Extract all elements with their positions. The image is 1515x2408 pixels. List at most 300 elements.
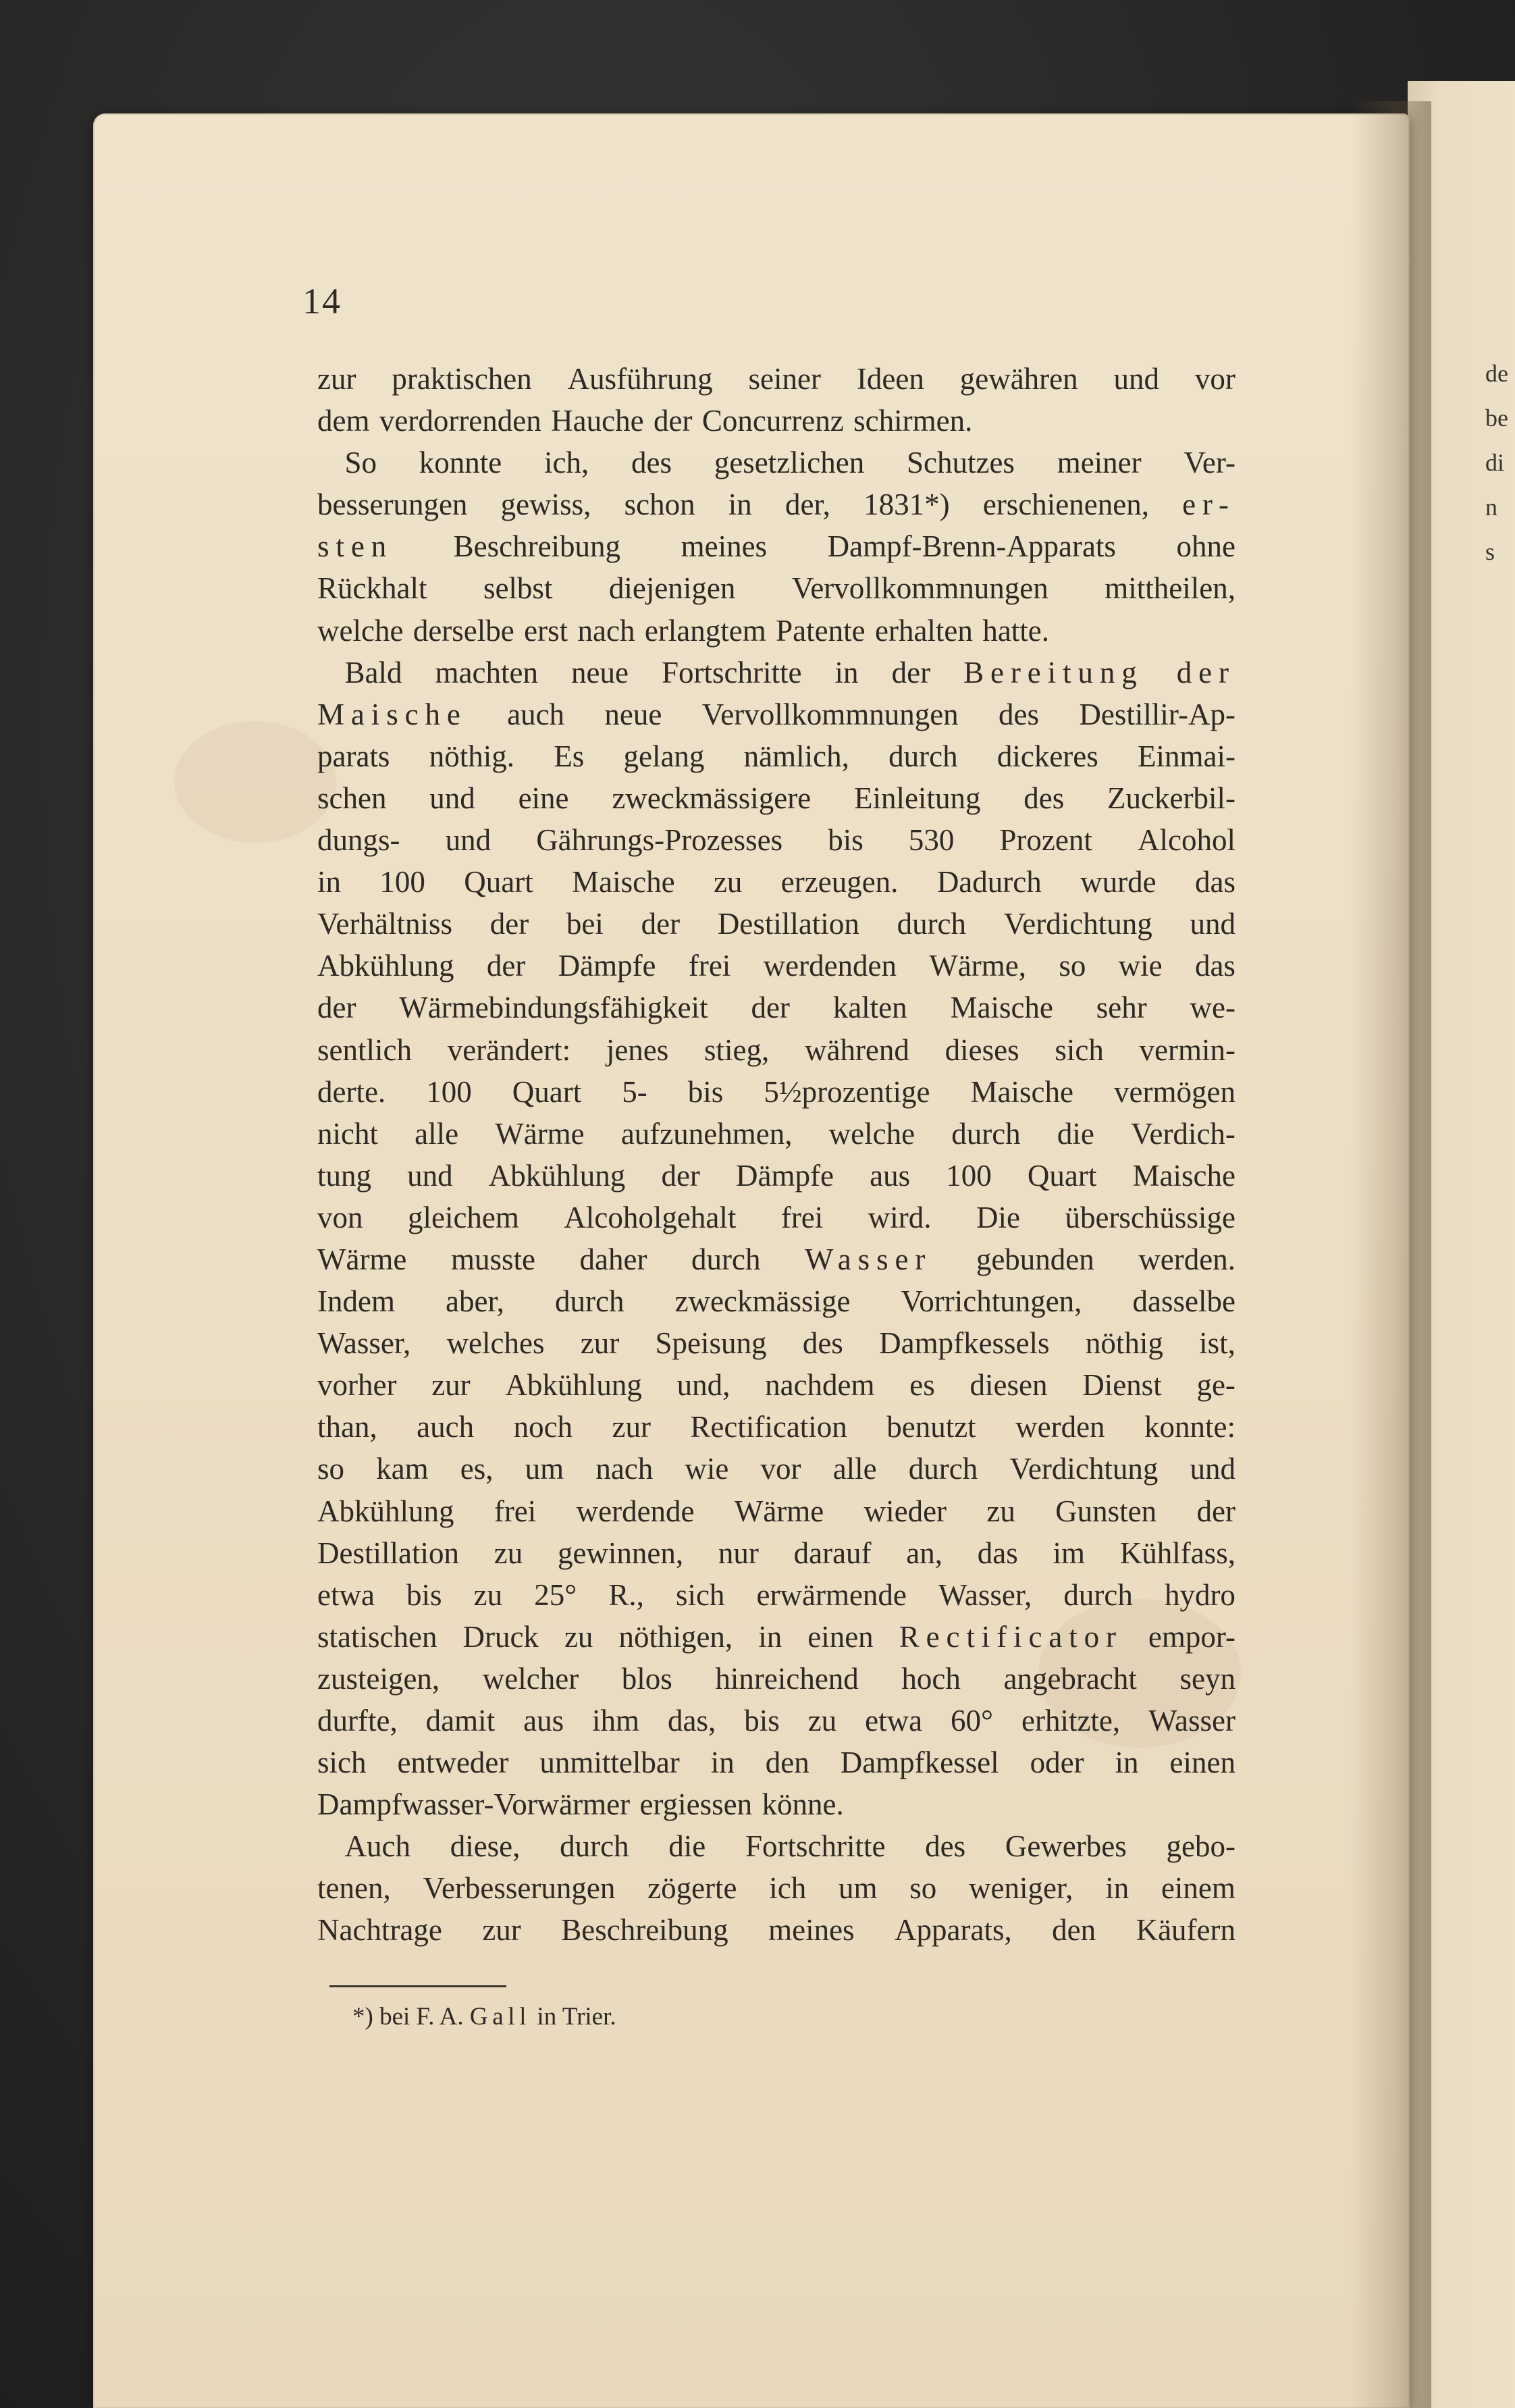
footnote-name: Gall <box>469 2003 531 2031</box>
text-line <box>317 1616 1235 1658</box>
word: durch <box>897 907 967 941</box>
word: von <box>317 1200 363 1234</box>
word: werden <box>1015 1410 1105 1444</box>
word: empor- <box>1148 1619 1235 1654</box>
text-line <box>317 1406 1235 1448</box>
word: etwa <box>865 1704 923 1737</box>
word: kalten <box>832 991 907 1025</box>
word: nämlich, <box>743 739 849 773</box>
text-line <box>317 1909 1235 1951</box>
word: unmittelbar <box>539 1746 680 1780</box>
word: Beschreibung <box>453 529 621 564</box>
word: zu <box>564 1619 593 1654</box>
word: vermögen <box>1114 1074 1235 1109</box>
word: verändert: <box>447 1032 571 1067</box>
word: etwa <box>317 1577 375 1612</box>
word: Abkühlung <box>505 1368 642 1403</box>
word: die <box>668 1829 706 1864</box>
word: in <box>728 488 752 522</box>
word: 100 <box>379 865 425 899</box>
adjacent-fragment: de <box>1485 360 1508 387</box>
word: 25° <box>534 1577 577 1612</box>
word: aus <box>870 1158 911 1193</box>
word: Dämpfe <box>558 949 656 983</box>
word: in <box>1115 1746 1139 1780</box>
word: der <box>486 949 526 983</box>
word: erst <box>524 613 568 648</box>
word: welche <box>828 1116 915 1151</box>
word: Fortschritte <box>662 655 802 689</box>
word: der <box>317 991 356 1025</box>
word: diese, <box>450 1829 521 1864</box>
word: Fortschritte <box>745 1829 886 1864</box>
word: bis <box>687 1074 724 1109</box>
word: Dienst <box>1082 1368 1162 1403</box>
word: Dampfkessels <box>879 1326 1050 1361</box>
word: zur <box>580 1326 620 1361</box>
word: zur <box>482 1913 521 1947</box>
word: der <box>661 1158 700 1193</box>
word: zögerte <box>647 1871 737 1906</box>
word: Wasser <box>805 1242 932 1276</box>
word: than, <box>317 1410 377 1444</box>
word: in <box>1105 1871 1129 1906</box>
word: Kühlfass, <box>1119 1536 1235 1570</box>
text-line <box>317 1700 1235 1742</box>
text-line <box>317 525 1235 567</box>
word: den <box>1052 1913 1096 1947</box>
text-line <box>317 1364 1235 1406</box>
text-line <box>317 442 1235 483</box>
word: blos <box>621 1661 672 1696</box>
word: Verbesserungen <box>423 1871 616 1906</box>
word: aufzunehmen, <box>620 1116 793 1151</box>
word: durch <box>560 1829 629 1864</box>
word: Maische <box>1132 1158 1235 1193</box>
word: noch <box>513 1410 573 1444</box>
word: Dampfwasser-Vorwärmer <box>317 1787 631 1822</box>
word: vor <box>1194 362 1235 396</box>
word: bis <box>406 1577 442 1612</box>
word: der <box>891 655 931 689</box>
word: Einleitung <box>853 781 981 815</box>
word: seyn <box>1179 1661 1235 1696</box>
word: zur <box>612 1410 651 1444</box>
word: Bald <box>344 655 402 689</box>
word: im <box>1053 1536 1085 1570</box>
word: des <box>999 697 1040 731</box>
word: Patente <box>776 613 866 648</box>
word: Wasser, <box>938 1577 1032 1612</box>
word: zu <box>807 1704 837 1737</box>
text-line <box>317 1825 1235 1867</box>
word: Wärme, <box>929 949 1026 983</box>
word: welcher <box>482 1661 579 1696</box>
word: Vervollkommnungen <box>791 571 1048 606</box>
word: zweckmässige <box>674 1284 851 1319</box>
word: gesetzlichen <box>714 446 865 480</box>
word: schen <box>317 781 387 815</box>
word: Ver- <box>1184 446 1235 480</box>
word: in <box>758 1619 782 1654</box>
word: welche <box>317 613 404 648</box>
word: und <box>1190 1452 1235 1486</box>
text-line <box>317 610 1235 652</box>
word: einen <box>807 1619 874 1654</box>
word: besserungen <box>317 488 468 522</box>
word: es, <box>460 1452 494 1486</box>
word: weniger, <box>969 1871 1073 1906</box>
word: werdenden <box>763 949 897 983</box>
word: bei <box>566 907 604 941</box>
page-number: 14 <box>302 281 342 321</box>
text-line <box>317 567 1235 609</box>
word: ohne <box>1176 529 1235 564</box>
body-text <box>317 358 1235 1952</box>
word: Dampf-Brenn-Apparats <box>827 529 1116 564</box>
word: Apparats, <box>895 1913 1012 1947</box>
word: zusteigen, <box>317 1661 440 1696</box>
word: Nachtrage <box>317 1913 442 1947</box>
word: sentlich <box>317 1032 412 1067</box>
word: zu <box>494 1536 523 1570</box>
text-line <box>317 652 1235 693</box>
word: durch <box>951 1116 1021 1151</box>
word: nöthig. <box>429 739 514 773</box>
footnote <box>352 2002 616 2031</box>
word: hatte. <box>982 613 1050 648</box>
text-line <box>317 1574 1235 1616</box>
word: musste <box>450 1242 535 1276</box>
text-line <box>317 945 1235 987</box>
word: nach <box>595 1452 654 1486</box>
word: Rectificator <box>899 1619 1123 1654</box>
word: frei <box>494 1494 537 1528</box>
word: wurde <box>1080 865 1157 899</box>
word: nöthig <box>1085 1326 1163 1361</box>
word: dem <box>317 404 370 438</box>
word: sich <box>675 1577 725 1612</box>
word: derte. <box>317 1074 386 1109</box>
text-line <box>317 1113 1235 1155</box>
word: nöthigen, <box>618 1619 733 1654</box>
footnote-rule <box>329 1985 506 1987</box>
word: durfte, <box>317 1704 398 1737</box>
word: wie <box>685 1452 729 1486</box>
word: erlangtem <box>644 613 766 648</box>
word: Dämpfe <box>736 1158 834 1193</box>
text-line <box>317 1448 1235 1490</box>
word: zur <box>431 1368 471 1403</box>
word: zu <box>713 865 743 899</box>
word: so <box>909 1871 937 1906</box>
word: gelang <box>623 739 705 773</box>
text-line <box>317 1658 1235 1700</box>
word: Dadurch <box>936 865 1042 899</box>
word: Ausführung <box>567 362 713 396</box>
word: bis <box>828 823 863 858</box>
word: Indem <box>317 1284 395 1319</box>
word: nach <box>577 613 635 648</box>
word: um <box>839 1871 878 1906</box>
word: damit <box>425 1704 496 1737</box>
word: auch <box>417 1410 475 1444</box>
word: tenen, <box>317 1871 391 1906</box>
word: könne. <box>762 1787 844 1822</box>
text-line <box>317 1490 1235 1532</box>
word: und <box>429 781 475 815</box>
footnote-marker: *) <box>352 2003 373 2031</box>
word: R., <box>608 1577 644 1612</box>
word: Beschreibung <box>561 1913 728 1947</box>
word: einem <box>1161 1871 1235 1906</box>
word: nur <box>718 1536 759 1570</box>
word: und <box>1113 362 1160 396</box>
word: zu <box>473 1577 503 1612</box>
word: hydro <box>1164 1577 1235 1612</box>
word: gebo- <box>1166 1829 1235 1864</box>
word: tung <box>317 1158 372 1193</box>
text-line <box>317 1155 1235 1197</box>
word: Speisung <box>655 1326 767 1361</box>
word: selbst <box>483 571 553 606</box>
word: ergiessen <box>639 1787 753 1822</box>
word: wie <box>1118 949 1163 983</box>
word: nachdem <box>765 1368 875 1403</box>
word: den <box>765 1746 809 1780</box>
word: konnte <box>419 446 502 480</box>
word: Abkühlung <box>488 1158 626 1193</box>
word: entweder <box>397 1746 509 1780</box>
word: erschienenen, <box>982 488 1149 522</box>
word: an, <box>906 1536 942 1570</box>
word: parats <box>317 739 390 773</box>
word: ich, <box>544 446 589 480</box>
word: aber, <box>446 1284 504 1319</box>
word: benutzt <box>886 1410 976 1444</box>
word: dungs- <box>317 823 400 858</box>
text-line <box>317 693 1235 735</box>
word: kam <box>376 1452 429 1486</box>
word: mittheilen, <box>1105 571 1235 606</box>
word: des <box>802 1326 843 1361</box>
word: Quart <box>464 865 533 899</box>
word: durch <box>555 1284 624 1319</box>
word: durch <box>1063 1577 1133 1612</box>
word: erhalten <box>875 613 973 648</box>
word: Destillation <box>717 907 859 941</box>
word: des <box>631 446 672 480</box>
word: der <box>1176 655 1235 689</box>
text-line <box>317 1742 1235 1783</box>
word: Wasser, <box>317 1326 411 1361</box>
word: Hauche <box>551 404 644 438</box>
word: Gunsten <box>1055 1494 1157 1528</box>
word: durch <box>908 1452 978 1486</box>
word: der <box>751 991 790 1025</box>
word: konnte: <box>1144 1410 1235 1444</box>
word: bis <box>744 1704 780 1737</box>
text-line <box>317 1322 1235 1364</box>
word: erhitzte, <box>1021 1704 1121 1737</box>
word: Gewerbes <box>1005 1829 1127 1864</box>
word: hinreichend <box>715 1661 859 1696</box>
word: 1831*) <box>863 488 950 522</box>
word: 530 <box>908 823 955 858</box>
word: Maische <box>950 991 1053 1025</box>
adjacent-page-text <box>1485 351 1515 574</box>
word: Käufern <box>1136 1913 1235 1947</box>
word: des <box>925 1829 966 1864</box>
word: Abkühlung <box>317 1494 454 1528</box>
word: daher <box>579 1242 647 1276</box>
paper-stain <box>174 721 336 843</box>
word: erwärmende <box>756 1577 907 1612</box>
word: wieder <box>863 1494 947 1528</box>
word: frei <box>688 949 731 983</box>
word: eine <box>518 781 569 815</box>
word: Bereitung <box>963 655 1144 689</box>
text-line <box>317 1532 1235 1574</box>
word: gebunden <box>976 1242 1094 1276</box>
adjacent-fragment: be <box>1485 404 1508 431</box>
word: Wärme <box>317 1242 407 1276</box>
word: Die <box>976 1200 1020 1234</box>
word: Rectification <box>690 1410 847 1444</box>
text-line <box>317 483 1235 525</box>
word: we- <box>1190 991 1235 1025</box>
word: sich <box>1055 1032 1104 1067</box>
word: zur <box>317 362 356 396</box>
word: Verdichtung <box>1009 1452 1159 1486</box>
word: machten <box>435 655 538 689</box>
word: Destillation <box>317 1536 459 1570</box>
word: meines <box>681 529 768 564</box>
word: der <box>489 907 529 941</box>
word: derselbe <box>413 613 514 648</box>
text-line <box>317 358 1235 400</box>
word: vorher <box>317 1368 397 1403</box>
word: gewiss, <box>500 488 591 522</box>
word: Quart <box>512 1074 582 1109</box>
word: schon <box>624 488 695 522</box>
word: so <box>1059 949 1086 983</box>
word: welches <box>446 1326 545 1361</box>
word: durch <box>888 739 958 773</box>
adjacent-fragment: s <box>1485 538 1495 565</box>
adjacent-fragment: n <box>1485 494 1497 521</box>
footnote-suffix: in Trier. <box>537 2003 616 2031</box>
text-line <box>317 1071 1235 1113</box>
word: der <box>1196 1494 1235 1528</box>
word: stieg, <box>704 1032 770 1067</box>
word: in <box>317 865 342 899</box>
word: Verhältniss <box>317 907 452 941</box>
word: die <box>1057 1116 1094 1151</box>
word: alle <box>832 1452 877 1486</box>
word: gewinnen, <box>557 1536 684 1570</box>
word: angebracht <box>1003 1661 1137 1696</box>
word: und <box>1190 907 1235 941</box>
word: praktischen <box>392 362 532 396</box>
word: das <box>1194 865 1235 899</box>
word: sehr <box>1096 991 1147 1025</box>
word: Wasser <box>1148 1704 1235 1737</box>
word: gewähren <box>959 362 1078 396</box>
word: Wärmebindungsfähigkeit <box>399 991 708 1025</box>
word: gleichem <box>407 1200 519 1234</box>
word: Verdich- <box>1130 1116 1235 1151</box>
footnote-prefix: bei F. A. <box>379 2003 464 2031</box>
word: diesen <box>969 1368 1048 1403</box>
word: diejenigen <box>608 571 736 606</box>
word: Abkühlung <box>317 949 454 983</box>
word: Concurrenz <box>701 404 844 438</box>
word: in <box>710 1746 735 1780</box>
word: nicht <box>317 1116 378 1151</box>
word: Alcoholgehalt <box>564 1200 737 1234</box>
word: Ideen <box>856 362 924 396</box>
word: Wärme <box>734 1494 824 1528</box>
word: Prozent <box>999 823 1092 858</box>
word: sten <box>317 529 394 564</box>
word: 5- <box>622 1074 647 1109</box>
word: meines <box>768 1913 855 1947</box>
word: Maische <box>970 1074 1073 1109</box>
text-line <box>317 1280 1235 1322</box>
word: dieses <box>945 1032 1019 1067</box>
word: Destillir-Ap- <box>1079 697 1235 731</box>
word: darauf <box>793 1536 872 1570</box>
word: durch <box>691 1242 761 1276</box>
word: Zuckerbil- <box>1107 781 1235 815</box>
word: so <box>317 1452 345 1486</box>
word: Quart <box>1027 1158 1097 1193</box>
word: um <box>525 1452 564 1486</box>
word: neue <box>571 655 629 689</box>
word: werdende <box>576 1494 695 1528</box>
word: Maische <box>572 865 675 899</box>
text-line <box>317 1238 1235 1280</box>
word: dasselbe <box>1132 1284 1235 1319</box>
text-line <box>317 400 1235 442</box>
word: einen <box>1169 1746 1235 1780</box>
word: Einmai- <box>1138 739 1235 773</box>
word: neue <box>604 697 662 731</box>
word: 5½prozentige <box>764 1074 930 1109</box>
word: des <box>1024 781 1065 815</box>
word: sich <box>317 1746 367 1780</box>
word: ich <box>769 1871 807 1906</box>
word: das, <box>668 1704 716 1737</box>
word: der, <box>785 488 830 522</box>
word: er- <box>1182 488 1235 522</box>
word: und <box>445 823 491 858</box>
word: zu <box>986 1494 1015 1528</box>
text-line <box>317 819 1235 861</box>
word: jenes <box>606 1032 669 1067</box>
spine-shadow <box>1350 101 1431 2408</box>
word: 100 <box>946 1158 992 1193</box>
word: Gährungs-Prozesses <box>536 823 783 858</box>
word: verdorrenden <box>379 404 541 438</box>
adjacent-fragment: di <box>1485 449 1505 476</box>
word: der <box>641 907 681 941</box>
text-line <box>317 1783 1235 1825</box>
word: vermin- <box>1139 1032 1235 1067</box>
word: vor <box>760 1452 801 1486</box>
word: Verdichtung <box>1003 907 1152 941</box>
